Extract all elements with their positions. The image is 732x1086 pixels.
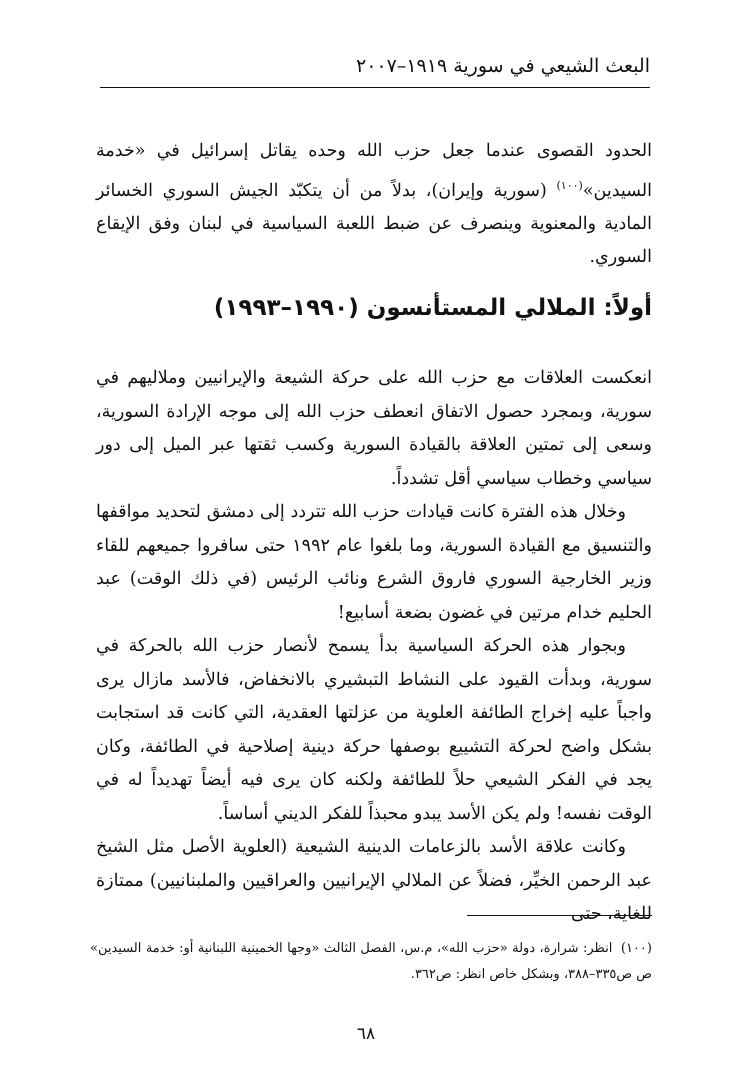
paragraph-text: الحدود القصوى عندما جعل حزب الله وحده يقاتل إسرائيل في «خدمة السيدين» [96, 141, 652, 201]
paragraph: انعكست العلاقات مع حزب الله على حركة الشيعة والإيرانيين وملاليهم في سورية، وبمجرد حصول الاتفاق انعطف حزب الله إلى موجه الإرادة السورية، وسعى إلى تمتين العلاقة بالقيادة السورية وكسب ثقتها عبر الميل إلى دور سياسي وخطاب سياسي أقل تشدداً. [96, 368, 652, 489]
section-body [96, 362, 652, 932]
section-heading: أولاً: الملالي المستأنسون (١٩٩٠–١٩٩٣) [213, 295, 652, 321]
paragraph-text-rest: (سورية وإيران)، بدلاً من أن يتكبّد الجيش السوري الخسائر المادية والمعنوية وينصرف عن ضبط اللعبة السياسية في لبنان وفق الإيقاع السوري. [96, 180, 652, 268]
paragraph: وكانت علاقة الأسد بالزعامات الدينية الشيعية (العلوية الأصل مثل الشيخ عبد الرحمن الخيِّر، فضلاً عن الملالي الإيرانيين والعراقيين والملبنانيين) ممتازة للغاية، حتى [96, 837, 652, 924]
footnote [90, 936, 652, 988]
paragraph: وبجوار هذه الحركة السياسية بدأ يسمح لأنصار حزب الله بالحركة في سورية، وبدأت القيود على النشاط التبشيري بالانخفاض، فالأسد مازال يرى واجباً عليه إخراج الطائفة العلوية من عزلتها العقدية، التي كانت قد استجابت بشكل واضح لحركة التشييع بوصفها حركة دينية إصلاحية في الطائفة، وكان يجد في الفكر الشيعي حلاً للطائفة ولكنه كان يرى فيه أيضاً تهديداً له في الوقت نفسه! ولم يكن الأسد يبدو محبذاً للفكر الديني أساساً. [96, 636, 652, 824]
page-number: ٦٨ [356, 1024, 376, 1044]
footnote-separator [467, 915, 652, 916]
continued-paragraph [96, 135, 652, 275]
running-title: البعث الشيعي في سورية ١٩١٩–٢٠٠٧ [356, 55, 650, 77]
paragraph [96, 135, 652, 275]
footnote-label: (١٠٠) [620, 941, 652, 956]
footnote-text: انظر: شرارة، دولة «حزب الله»، م.س، الفصل الثالث «وجها الخمينية اللبنانية أو: خدمة السيدين» ص ص٣٣٥–٣٨٨، وبشكل خاص انظر: ص٣٦٢. [90, 941, 652, 982]
running-header [100, 50, 650, 82]
paragraph: وخلال هذه الفترة كانت قيادات حزب الله تتردد إلى دمشق لتحديد مواقفها والتنسيق مع القيادة السورية، وما بلغوا عام ١٩٩٢ حتى سافروا جميعهم للقاء وزير الخارجية السوري فاروق الشرع ونائب الرئيس (في ذلك الوقت) عبد الحليم خدام مرتين في غضون بضعة أسابيع! [96, 502, 652, 623]
footnote-reference[interactable]: (١٠٠) [556, 178, 583, 192]
header-rule [100, 87, 650, 88]
